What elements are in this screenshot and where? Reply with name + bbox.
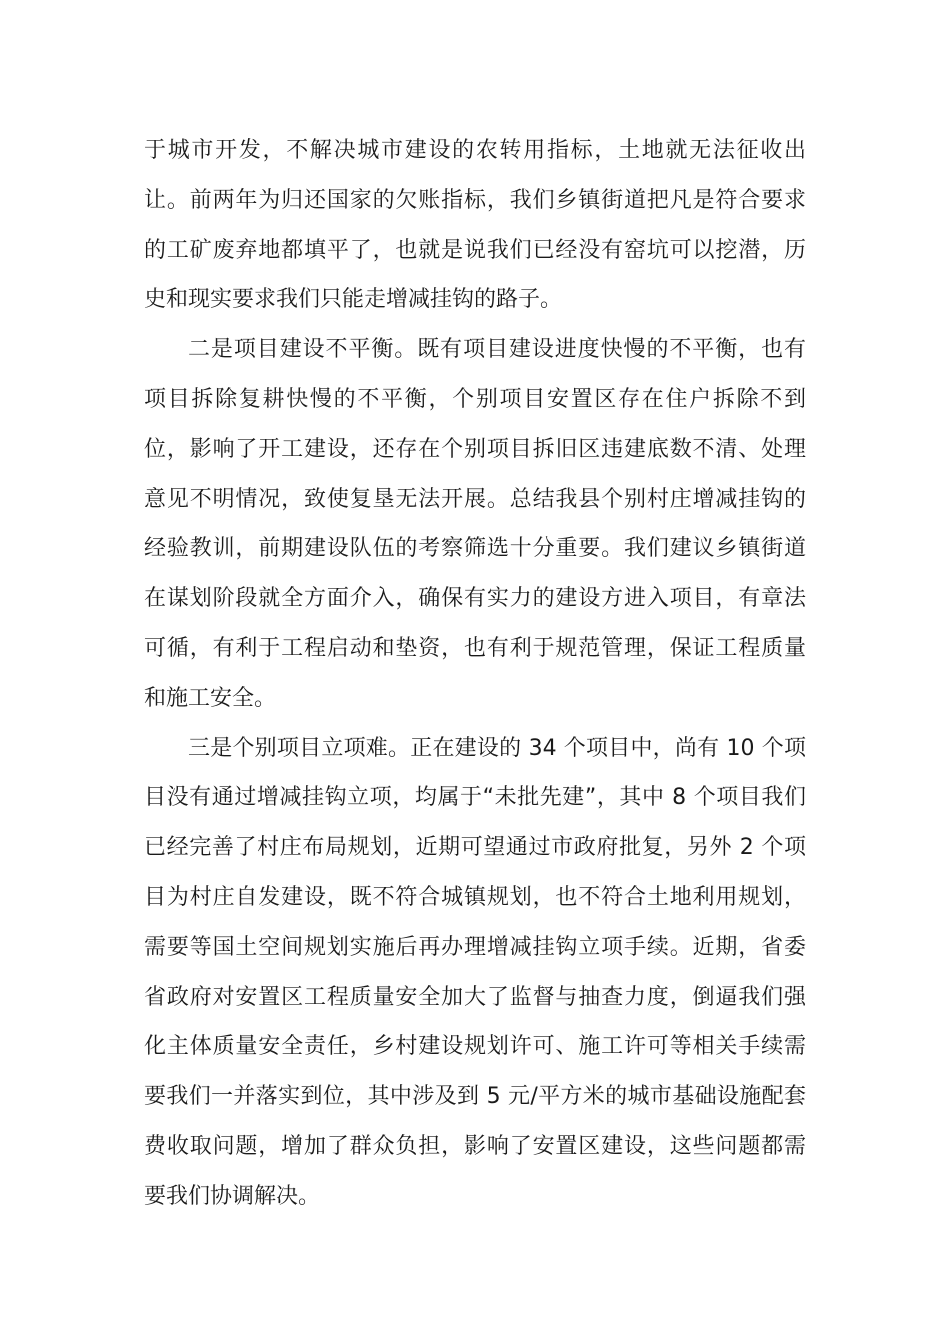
paragraph-1-line-3: 的工矿废弃地都填平了，也就是说我们已经没有窑坑可以挖潜，历 [144, 237, 806, 263]
paragraph-3-line-6: 省政府对安置区工程质量安全加大了监督与抽查力度，倒逼我们强 [144, 984, 806, 1010]
paragraph-3-line-2: 目没有通过增减挂钩立项，均属于“未批先建”，其中 8 个项目我们 [144, 785, 806, 811]
paragraph-1-line-2: 让。前两年为归还国家的欠账指标，我们乡镇街道把凡是符合要求 [144, 187, 806, 213]
paragraph-2-line-6: 在谋划阶段就全方面介入，确保有实力的建设方进入项目，有章法 [144, 586, 806, 612]
paragraph-1-line-4: 史和现实要求我们只能走增减挂钩的路子。 [144, 287, 563, 313]
paragraph-3-line-9: 费收取问题，增加了群众负担，影响了安置区建设，这些问题都需 [144, 1133, 806, 1159]
paragraph-3-line-3: 已经完善了村庄布局规划，近期可望通过市政府批复，另外 2 个项 [144, 835, 806, 861]
paragraph-1-line-1: 于城市开发，不解决城市建设的农转用指标，土地就无法征收出 [144, 138, 806, 163]
paragraph-2-line-1: 二是项目建设不平衡。既有项目建设进度快慢的不平衡，也有 [188, 337, 806, 363]
paragraph-2-line-8: 和施工安全。 [144, 685, 277, 711]
paragraph-3-line-5: 需要等国土空间规划实施后再办理增减挂钩立项手续。近期，省委 [144, 934, 806, 960]
paragraph-3-line-10: 要我们协调解决。 [144, 1183, 321, 1209]
paragraph-2-line-7: 可循，有利于工程启动和垫资，也有利于规范管理，保证工程质量 [144, 635, 806, 661]
paragraph-3-line-8: 要我们一并落实到位，其中涉及到 5 元/平方米的城市基础设施配套 [144, 1084, 806, 1110]
paragraph-2-line-4: 意见不明情况，致使复垦无法开展。总结我县个别村庄增减挂钩的 [144, 486, 806, 512]
paragraph-3-line-4: 目为村庄自发建设，既不符合城镇规划，也不符合土地利用规划， [144, 884, 806, 910]
paragraph-3-line-7: 化主体质量安全责任，乡村建设规划许可、施工许可等相关手续需 [144, 1034, 806, 1060]
paragraph-2-line-5: 经验教训，前期建设队伍的考察筛选十分重要。我们建议乡镇街道 [144, 536, 806, 562]
paragraph-2-line-3: 位，影响了开工建设，还存在个别项目拆旧区违建底数不清、处理 [144, 436, 806, 462]
paragraph-3-line-1: 三是个别项目立项难。正在建设的 34 个项目中，尚有 10 个项 [188, 735, 806, 761]
body-text [144, 126, 806, 1222]
paragraph-2-line-2: 项目拆除复耕快慢的不平衡，个别项目安置区存在住户拆除不到 [144, 386, 806, 412]
